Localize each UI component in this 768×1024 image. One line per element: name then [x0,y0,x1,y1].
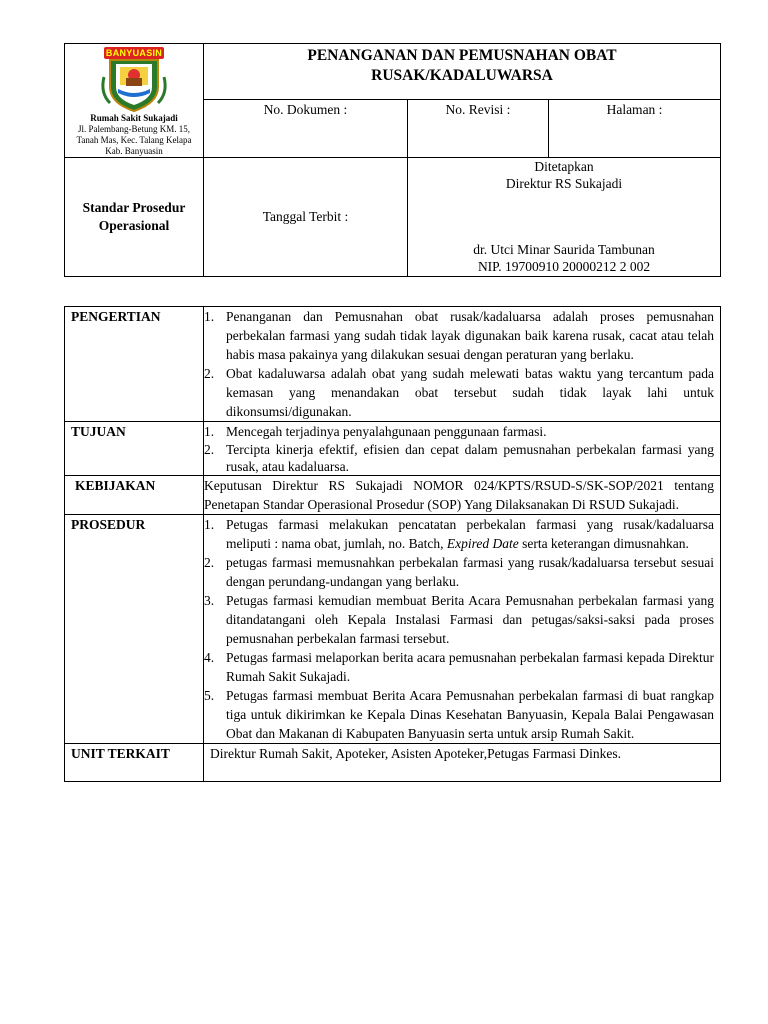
list-number: 2. [204,442,215,457]
halaman-cell: Halaman : [549,100,721,158]
list-number: 3. [204,593,215,608]
list-text: Mencegah terjadinya penyalahgunaan penggunaan farmasi. [226,424,547,439]
expired-date-emphasis: Expired Date [446,536,519,551]
list-item [204,686,714,743]
list-item [204,422,714,441]
list-number: 2. [204,555,215,570]
list-number: 4. [204,650,215,665]
hospital-identity [65,44,204,158]
kebijakan-content: Keputusan Direktur RS Sukajadi NOMOR 024/KPTS/RSUD-S/SK-SOP/2021 tentang Penetapan Standar Operasional Prosedur (SOP) Yang Dilaksanakan Di RSUD Sukajadi. [204,476,721,515]
list-text: Petugas farmasi kemudian membuat Berita Acara Pemusnahan perbekalan farmasi yang ditandatangani oleh Kepala Instalasi Farmasi dan petugas/saksi-saksi pada proses pemusnahan perbekalan farmasi tersebut. [226,593,714,646]
signature-block [408,158,721,277]
row-tujuan [65,422,721,476]
hospital-name: Rumah Sakit Sukajadi [90,113,178,123]
list-item [204,515,714,553]
row-prosedur [65,515,721,744]
hospital-address: Jl. Palembang-Betung KM. 15, Tanah Mas, Kec. Talang Kelapa Kab. Banyuasin [76,124,192,156]
sop-label [65,158,204,277]
list-text: Petugas farmasi membuat Berita Acara Pemusnahan perbekalan farmasi di buat rangkap tiga untuk dikirimkan ke Kepala Dinas Kesehatan Banyuasin, Kepala Balai Pengawasan Obat dan Makanan di Kabupaten Banyuasin serta untuk arsip Rumah Sakit. [226,688,714,741]
no-revisi-cell: No. Revisi : [408,100,549,158]
signer-name: dr. Utci Minar Saurida Tambunan [473,242,655,257]
list-number: 5. [204,688,215,703]
sop-line-2: Operasional [98,218,170,233]
logo-banner: BANYUASIN [105,48,163,58]
ditetapkan-label: Ditetapkan [534,159,594,174]
pengertian-label: PENGERTIAN [65,307,204,422]
document-header [64,43,721,277]
tujuan-label: TUJUAN [65,422,204,476]
list-text: Petugas farmasi melakukan pencatatan perbekalan farmasi yang rusak/kadaluarsa meliputi : nama obat, jumlah, no. Batch, [226,517,714,551]
list-item [204,364,714,421]
list-text: Obat kadaluwarsa adalah obat yang sudah melewati batas waktu yang tercantum pada kemasan yang menandakan obat tersebut sudah tidak layak lahi untuk dikonsumsi/digunakan. [226,366,714,419]
list-item [204,307,714,364]
sop-content-table [64,306,721,782]
list-item [204,648,714,686]
no-dokumen-cell: No. Dokumen : [204,100,408,158]
direktur-label: Direktur RS Sukajadi [505,176,623,191]
unit-terkait-label: UNIT TERKAIT [65,744,204,782]
list-number: 1. [204,309,215,324]
list-text: Tercipta kinerja efektif, efisien dan cepat dalam pemusnahan perbekalan farmasi yang rusak, atau kadaluarsa. [226,442,714,474]
list-item [204,591,714,648]
banyuasin-logo [96,47,172,113]
signer-nip: NIP. 19700910 20000212 2 002 [477,259,651,274]
title-line-1: PENANGANAN DAN PEMUSNAHAN OBAT [307,47,617,64]
document-title [204,44,721,100]
prosedur-content [204,515,721,744]
prosedur-label: PROSEDUR [65,515,204,744]
tanggal-terbit-cell: Tanggal Terbit : [204,158,408,277]
row-unit-terkait [65,744,721,782]
list-number: 1. [204,424,215,439]
list-item [204,553,714,591]
list-number: 1. [204,517,215,532]
list-item [204,441,714,475]
kebijakan-label: KEBIJAKAN [65,476,204,515]
title-line-2: RUSAK/KADALUWARSA [371,67,553,84]
row-pengertian [65,307,721,422]
list-number: 2. [204,366,215,381]
list-text: Petugas farmasi melaporkan berita acara pemusnahan perbekalan farmasi kepada Direktur Rumah Sakit Sukajadi. [226,650,714,684]
list-text: Penanganan dan Pemusnahan obat rusak/kadaluarsa adalah proses pemusnahan perbekalan farmasi yang sudah tidak layak digunakan baik karena rusak, cacat atau telah habis masa pakainya yang dilakukan sesuai dengan peraturan yang berlaku. [226,309,714,362]
sop-line-1: Standar Prosedur [82,200,186,215]
row-kebijakan [65,476,721,515]
tujuan-content [204,422,721,476]
list-text: petugas farmasi memusnahkan perbekalan farmasi yang rusak/kadaluarsa tersebut sesuai dengan perundang-undangan yang berlaku. [226,555,714,589]
list-text: serta keterangan dimusnahkan. [522,536,689,551]
unit-terkait-content: Direktur Rumah Sakit, Apoteker, Asisten Apoteker,Petugas Farmasi Dinkes. [204,744,721,782]
pengertian-content [204,307,721,422]
